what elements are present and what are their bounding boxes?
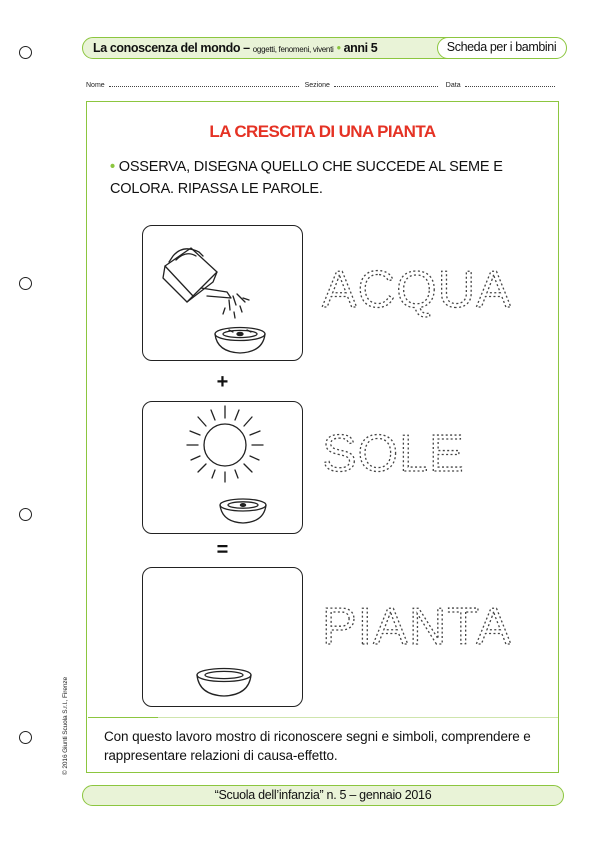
- header-bullet: •: [336, 41, 341, 55]
- section-divider-thin: [158, 717, 558, 718]
- worksheet-type-tag: Scheda per i bambini: [437, 37, 567, 59]
- subtopics-label: oggetti, fenomeni, viventi: [252, 45, 334, 54]
- binder-hole: [19, 277, 32, 290]
- instruction-bullet: •: [110, 159, 115, 175]
- watering-can-pouring-on-seed-bowl-icon: [143, 226, 304, 362]
- footer-bar: “Scuola dell’infanzia” n. 5 – gennaio 2016: [82, 785, 564, 806]
- binder-hole: [19, 508, 32, 521]
- trace-word-text: SOLE: [322, 426, 465, 483]
- equals-sign: =: [216, 539, 229, 561]
- subject-label: La conoscenza del mondo –: [93, 41, 250, 55]
- trace-word-text: PIANTA: [322, 599, 512, 656]
- trace-word-acqua[interactable]: [320, 262, 540, 322]
- instruction-text: OSSERVA, DISEGNA QUELLO CHE SUCCEDE AL SEME E COLORA. RIPASSA LE PAROLE.: [110, 159, 503, 197]
- instruction: [110, 156, 550, 200]
- section-divider: [88, 717, 158, 718]
- worksheet-title: LA CRESCITA DI UNA PIANTA: [209, 122, 436, 141]
- name-label: Nome: [86, 82, 105, 89]
- water-picture-box: [142, 225, 303, 361]
- section-label: Sezione: [304, 82, 330, 89]
- binder-hole: [19, 46, 32, 59]
- plus-sign: +: [216, 371, 229, 393]
- trace-word-text: ACQUA: [322, 262, 512, 319]
- sun-picture-box: [142, 401, 303, 534]
- header-subject: [93, 41, 377, 55]
- empty-bowl-icon: [143, 568, 304, 708]
- name-section-date-line: [86, 80, 562, 89]
- date-field[interactable]: [465, 80, 555, 87]
- trace-word-pianta[interactable]: [320, 599, 540, 659]
- header-bar: [82, 37, 566, 59]
- date-label: Data: [445, 82, 461, 89]
- binder-hole: [19, 731, 32, 744]
- learning-goal: Con questo lavoro mostro di riconoscere segni e simboli, comprendere e rappresentare relazioni di causa-effetto.: [104, 729, 531, 763]
- name-field[interactable]: [109, 80, 299, 87]
- trace-word-sole[interactable]: [320, 426, 540, 486]
- section-field[interactable]: [334, 80, 438, 87]
- plant-drawing-box[interactable]: [142, 567, 303, 707]
- sun-and-seed-bowl-icon: [143, 402, 304, 535]
- age-label: anni 5: [343, 41, 378, 55]
- copyright: © 2016 Giunti Scuola S.r.l., Firenze: [62, 676, 69, 775]
